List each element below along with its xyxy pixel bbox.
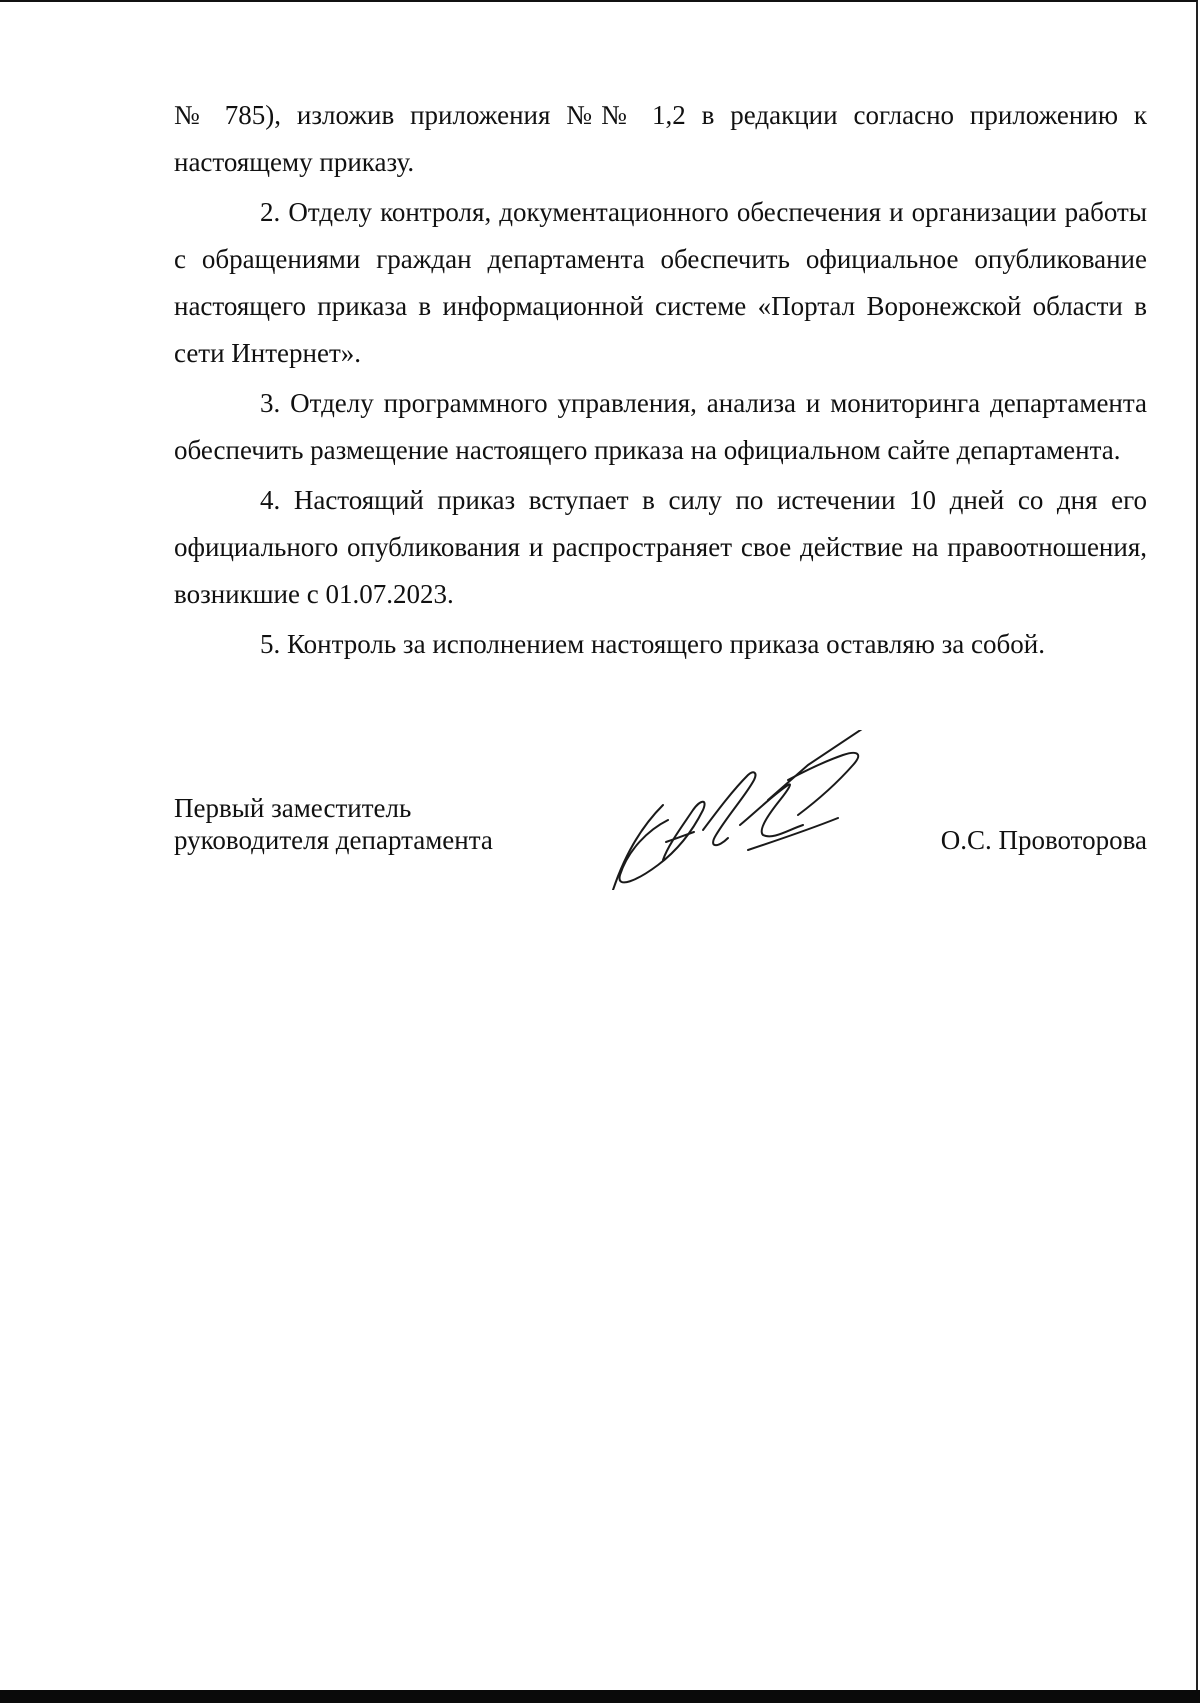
paragraph-item-5: 5. Контроль за исполнением настоящего приказа оставляю за собой. <box>260 629 1045 659</box>
scan-edge-strip <box>0 1690 1200 1703</box>
signatory-position-line-1: Первый заместитель <box>174 793 412 823</box>
signatory-position <box>174 792 493 856</box>
handwritten-signature <box>608 730 898 890</box>
document-body <box>174 92 1147 671</box>
signatory-position-line-2: руководителя департамента <box>174 825 493 855</box>
paragraph-item-2: 2. Отделу контроля, документационного обеспечения и организации работы с обращениями граждан департамента обеспечить официальное опубликование настоящего приказа в информационной системе «Портал Воронежской области в сети Интернет». <box>174 197 1147 368</box>
signatory-name: О.С. Провоторова <box>940 825 1147 855</box>
paragraph-item-4: 4. Настоящий приказ вступает в силу по истечении 10 дней со дня его официального опубликования и распространяет свое действие на правоотношения, возникшие с 01.07.2023. <box>174 485 1147 609</box>
paragraph-continuation: № 785), изложив приложения №№ 1,2 в редакции согласно приложению к настоящему приказу. <box>174 100 1147 177</box>
paragraph-item-3: 3. Отделу программного управления, анализа и мониторинга департамента обеспечить размещение настоящего приказа на официальном сайте департамента. <box>174 388 1147 465</box>
